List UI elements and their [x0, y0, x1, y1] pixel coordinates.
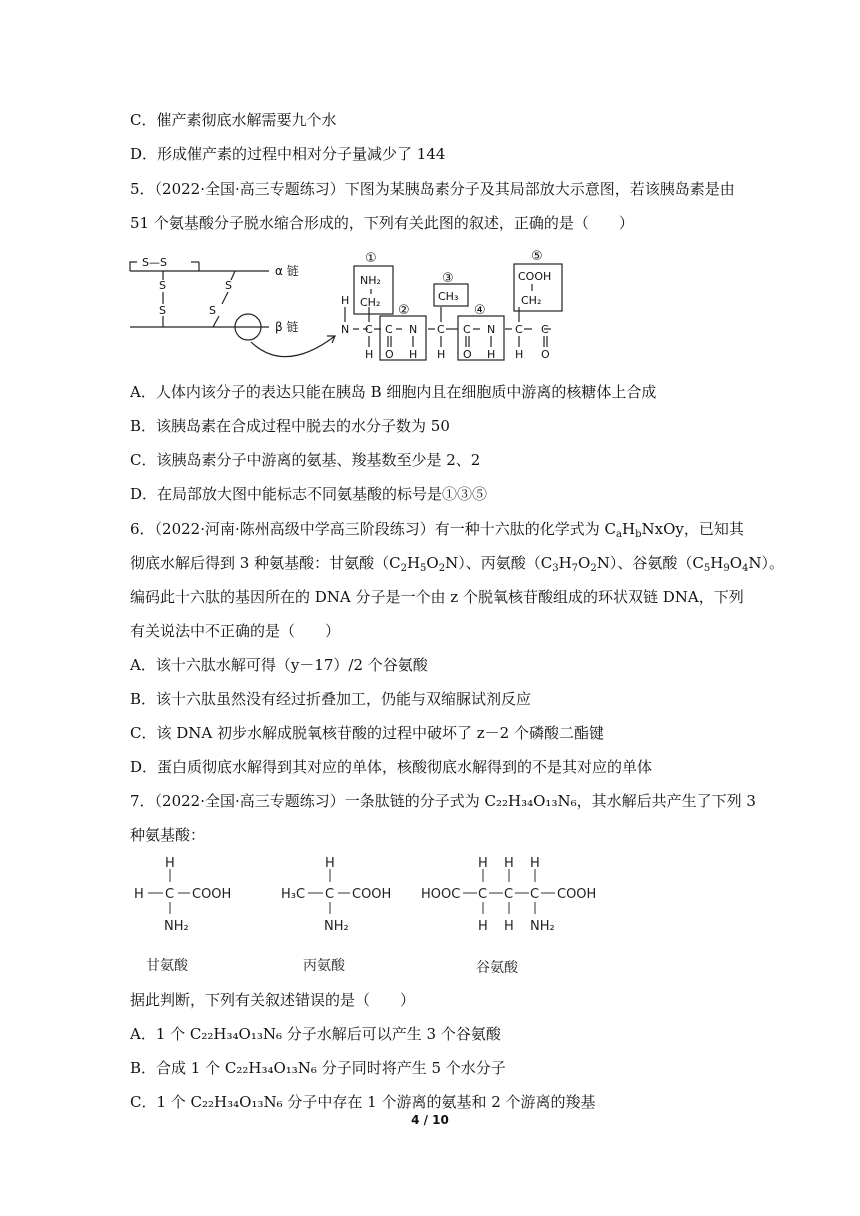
- n-atom: N: [341, 323, 350, 336]
- c-atom: C: [365, 323, 373, 336]
- c-atom: C: [437, 323, 445, 336]
- label-3: ③: [442, 271, 454, 286]
- alpha-chain-label: α 链: [275, 264, 299, 278]
- q6-option-d: D．蛋白质彻底水解得到其对应的单体，核酸彻底水解得到的不是其对应的单体: [130, 758, 653, 776]
- c-atom: C: [478, 887, 488, 902]
- q5-stem-line1: 5．（2022·全国·高三专题练习）下图为某胰岛素分子及其局部放大示意图，若该胰岛素是由: [130, 180, 735, 198]
- h-atom: H: [134, 887, 144, 902]
- h-atom: H: [515, 348, 524, 361]
- cooh-group: COOH: [557, 887, 597, 902]
- h-atom: H: [487, 348, 496, 361]
- label-5: ⑤: [531, 249, 543, 264]
- h-atom: H: [504, 856, 514, 871]
- h-atom: H: [165, 856, 175, 871]
- q7-option-c: C．1 个 C₂₂H₃₄O₁₃N₆ 分子中存在 1 个游离的氨基和 2 个游离的羧基: [130, 1093, 596, 1111]
- s-atom: S: [159, 279, 166, 292]
- s-atom: S: [159, 304, 166, 317]
- q7-stem-line2: 种氨基酸：: [130, 826, 206, 844]
- q7-stem-line1: 7．（2022·全国·高三专题练习）一条肽链的分子式为 C₂₂H₃₄O₁₃N₆，其水解后共产生了下列 3: [130, 792, 756, 810]
- cooh-group: COOH: [518, 270, 552, 283]
- nh2-group: NH₂: [164, 919, 189, 934]
- beta-chain-label: β 链: [275, 320, 299, 334]
- o-atom: O: [541, 348, 550, 361]
- q6-option-b: B．该十六肽虽然没有经过折叠加工，仍能与双缩脲试剂反应: [130, 690, 532, 708]
- glycine-name: 甘氨酸: [146, 958, 188, 974]
- s-atom: S: [225, 279, 232, 292]
- c-atom: C: [325, 887, 335, 902]
- o-atom: O: [385, 348, 394, 361]
- ch2-group: CH₂: [521, 294, 542, 307]
- h-atom: H: [478, 856, 488, 871]
- nh2-group: NH₂: [324, 919, 349, 934]
- h-atom: H: [504, 919, 514, 934]
- q5-stem-line2: 51 个氨基酸分子脱水缩合形成的，下列有关此图的叙述，正确的是（ ）: [130, 214, 634, 232]
- c-atom: C: [515, 323, 523, 336]
- page-number: 4 / 10: [411, 1113, 449, 1127]
- q6-stem-line1: 6．（2022·河南·陈州高级中学高三阶段练习）有一种十六肽的化学式为 $C_aH_bNxOy$，已知其: [130, 520, 744, 540]
- c-atom: C: [504, 887, 514, 902]
- h3c-group: H₃C: [281, 887, 306, 902]
- q6-stem-line2: 彻底水解后得到 3 种氨基酸：甘氨酸$(C_2H_5O_2N)$、丙氨酸$(C_3H_7O_2N)$、谷氨酸$(C_5H_9O_4N)$。: [130, 554, 785, 574]
- q5-option-a: A．人体内该分子的表达只能在胰岛 B 细胞内且在细胞质中游离的核糖体上合成: [130, 383, 657, 401]
- nh2-group: NH₂: [360, 274, 381, 287]
- alanine-name: 丙氨酸: [303, 958, 345, 974]
- h-atom: H: [325, 856, 335, 871]
- q6-stem-line3: 编码此十六肽的基因所在的 DNA 分子是一个由 z 个脱氧核苷酸组成的环状双链 DNA，下列: [130, 588, 744, 606]
- nh2-group: NH₂: [530, 919, 555, 934]
- h-atom: H: [478, 919, 488, 934]
- ch3-group: CH₃: [438, 290, 459, 303]
- ss-label: S—S: [142, 256, 167, 269]
- hooc-group: HOOC: [421, 887, 461, 902]
- o-atom: O: [463, 348, 472, 361]
- s-atom: S: [209, 304, 216, 317]
- c-atom: C: [541, 323, 549, 336]
- h-atom: H: [409, 348, 418, 361]
- q7-judge: 据此判断，下列有关叙述错误的是（ ）: [130, 991, 416, 1009]
- c-atom: C: [385, 323, 393, 336]
- label-1: ①: [365, 251, 377, 266]
- q4-option-d: D．形成催产素的过程中相对分子量减少了 144: [130, 145, 446, 163]
- ch2-group: CH₂: [360, 296, 381, 309]
- label-4: ④: [474, 303, 486, 318]
- cooh-group: COOH: [192, 887, 232, 902]
- q5-option-d: D．在局部放大图中能标志不同氨基酸的标号是①③⑤: [130, 485, 488, 503]
- n-atom: N: [487, 323, 496, 336]
- q5-option-b: B．该胰岛素在合成过程中脱去的水分子数为 50: [130, 417, 450, 435]
- q6-option-c: C．该 DNA 初步水解成脱氧核苷酸的过程中破坏了 z－2 个磷酸二酯键: [130, 724, 604, 742]
- insulin-figure: [125, 244, 565, 370]
- glutamate-name: 谷氨酸: [476, 960, 518, 976]
- h-atom: H: [365, 348, 374, 361]
- cooh-group: COOH: [352, 887, 392, 902]
- h-atom: H: [341, 294, 350, 307]
- q4-option-c: C．催产素彻底水解需要九个水: [130, 111, 337, 129]
- q7-option-a: A．1 个 C₂₂H₃₄O₁₃N₆ 分子水解后可以产生 3 个谷氨酸: [130, 1025, 501, 1043]
- c-atom: C: [165, 887, 175, 902]
- q6-stem-line4: 有关说法中不正确的是（ ）: [130, 622, 341, 640]
- amino-acid-structures: [128, 852, 608, 982]
- c-atom: C: [530, 887, 540, 902]
- label-2: ②: [398, 303, 410, 318]
- q6-option-a: A．该十六肽水解可得（y－17）/2 个谷氨酸: [130, 656, 428, 674]
- h-atom: H: [437, 348, 446, 361]
- q7-option-b: B．合成 1 个 C₂₂H₃₄O₁₃N₆ 分子同时将产生 5 个水分子: [130, 1059, 506, 1077]
- c-atom: C: [463, 323, 471, 336]
- n-atom: N: [409, 323, 418, 336]
- q5-option-c: C．该胰岛素分子中游离的氨基、羧基数至少是 2、2: [130, 451, 481, 469]
- h-atom: H: [530, 856, 540, 871]
